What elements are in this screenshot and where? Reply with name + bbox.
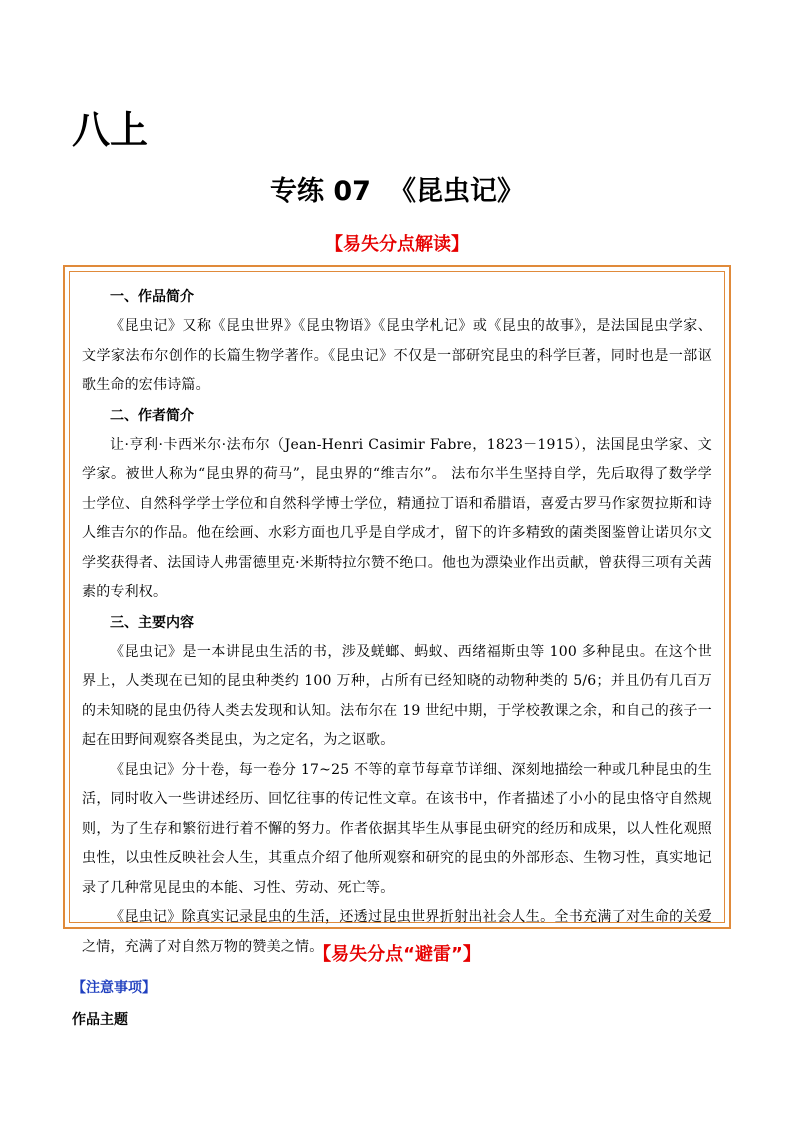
page-title (0, 172, 794, 212)
heading-author-intro: 二、作者简介 (110, 407, 194, 424)
grade-label: 八上 (72, 108, 149, 152)
heading-work-intro: 一、作品简介 (110, 289, 194, 305)
subheading-theme: 作品主题 (72, 1012, 128, 1028)
section-heading-interpretation: 【易失分点解读】 (325, 234, 469, 255)
title-number: 专练 07 (270, 176, 371, 207)
section-heading-avoid: 【易失分点“避雷”】 (313, 944, 481, 965)
paragraph-content-2: 《昆虫记》分十卷，每一卷分 17~25 不等的章节每章节详细、深刻地描绘一种或几种昆虫的生活，同时收入一些讲述经历、回忆往事的传记性文章。在该书中，作者描述了小小的昆虫恪守自然规则，为了生存和繁衍进行着不懈的努力。作者依据其毕生从事昆虫研究的经历和成果，以人性化观照虫性，以虫性反映社会人生，其重点介绍了他所观察和研究的昆虫的外部形态、生物习性，真实地记录了几种常见昆虫的本能、习性、劳动、死亡等。 (82, 761, 712, 896)
paragraph-content-3: 《昆虫记》除真实记录昆虫的生活，还透过昆虫世界折射出社会人生。全书充满了对生命的关爱之情，充满了对自然万物的赞美之情。 (82, 909, 712, 955)
paragraph-content-1: 《昆虫记》是一本讲昆虫生活的书，涉及蜣螂、蚂蚁、西绪福斯虫等 100 多种昆虫。在这个世界上，人类现在已知的昆虫种类约 100 万种，占所有已经知晓的动物种类的 5/6；并且仍有几百万的未知晓的昆虫仍待人类去发现和认知。法布尔在 19 世纪中期，于学校教课之余，和自己的孩子一起在田野间观察各类昆虫，为之定名，为之讴歌。 (82, 643, 712, 748)
paragraph-work-intro: 《昆虫记》又称《昆虫世界》《昆虫物语》《昆虫学札记》或《昆虫的故事》，是法国昆虫学家、文学家法布尔创作的长篇生物学著作。《昆虫记》不仅是一部研究昆虫的科学巨著，同时也是一部讴歌生命的宏伟诗篇。 (82, 318, 712, 393)
notes-label: 【注意事项】 (72, 980, 156, 996)
heading-main-content: 三、主要内容 (110, 614, 194, 631)
title-book: 《昆虫记》 (388, 176, 524, 207)
paragraph-author-intro: 让·亨利·卡西米尔·法布尔（Jean-Henri Casimir Fabre，1823－1915），法国昆虫学家、文学家。被世人称为“昆虫界的荷马”，昆虫界的“维吉尔”。 法布尔半生坚持自学，先后取得了数学学士学位、自然科学学士学位和自然科学博士学位，精通拉丁语和希腊语，喜爱古罗马作家贺拉斯和诗人维吉尔的作品。他在绘画、水彩方面也几乎是自学成才，留下的许多精致的菌类图鉴曾让诺贝尔文学奖获得者、法国诗人弗雷德里克·米斯特拉尔赞不绝口。他也为漂染业作出贡献，曾获得三项有关茜素的专利权。 (82, 436, 712, 600)
